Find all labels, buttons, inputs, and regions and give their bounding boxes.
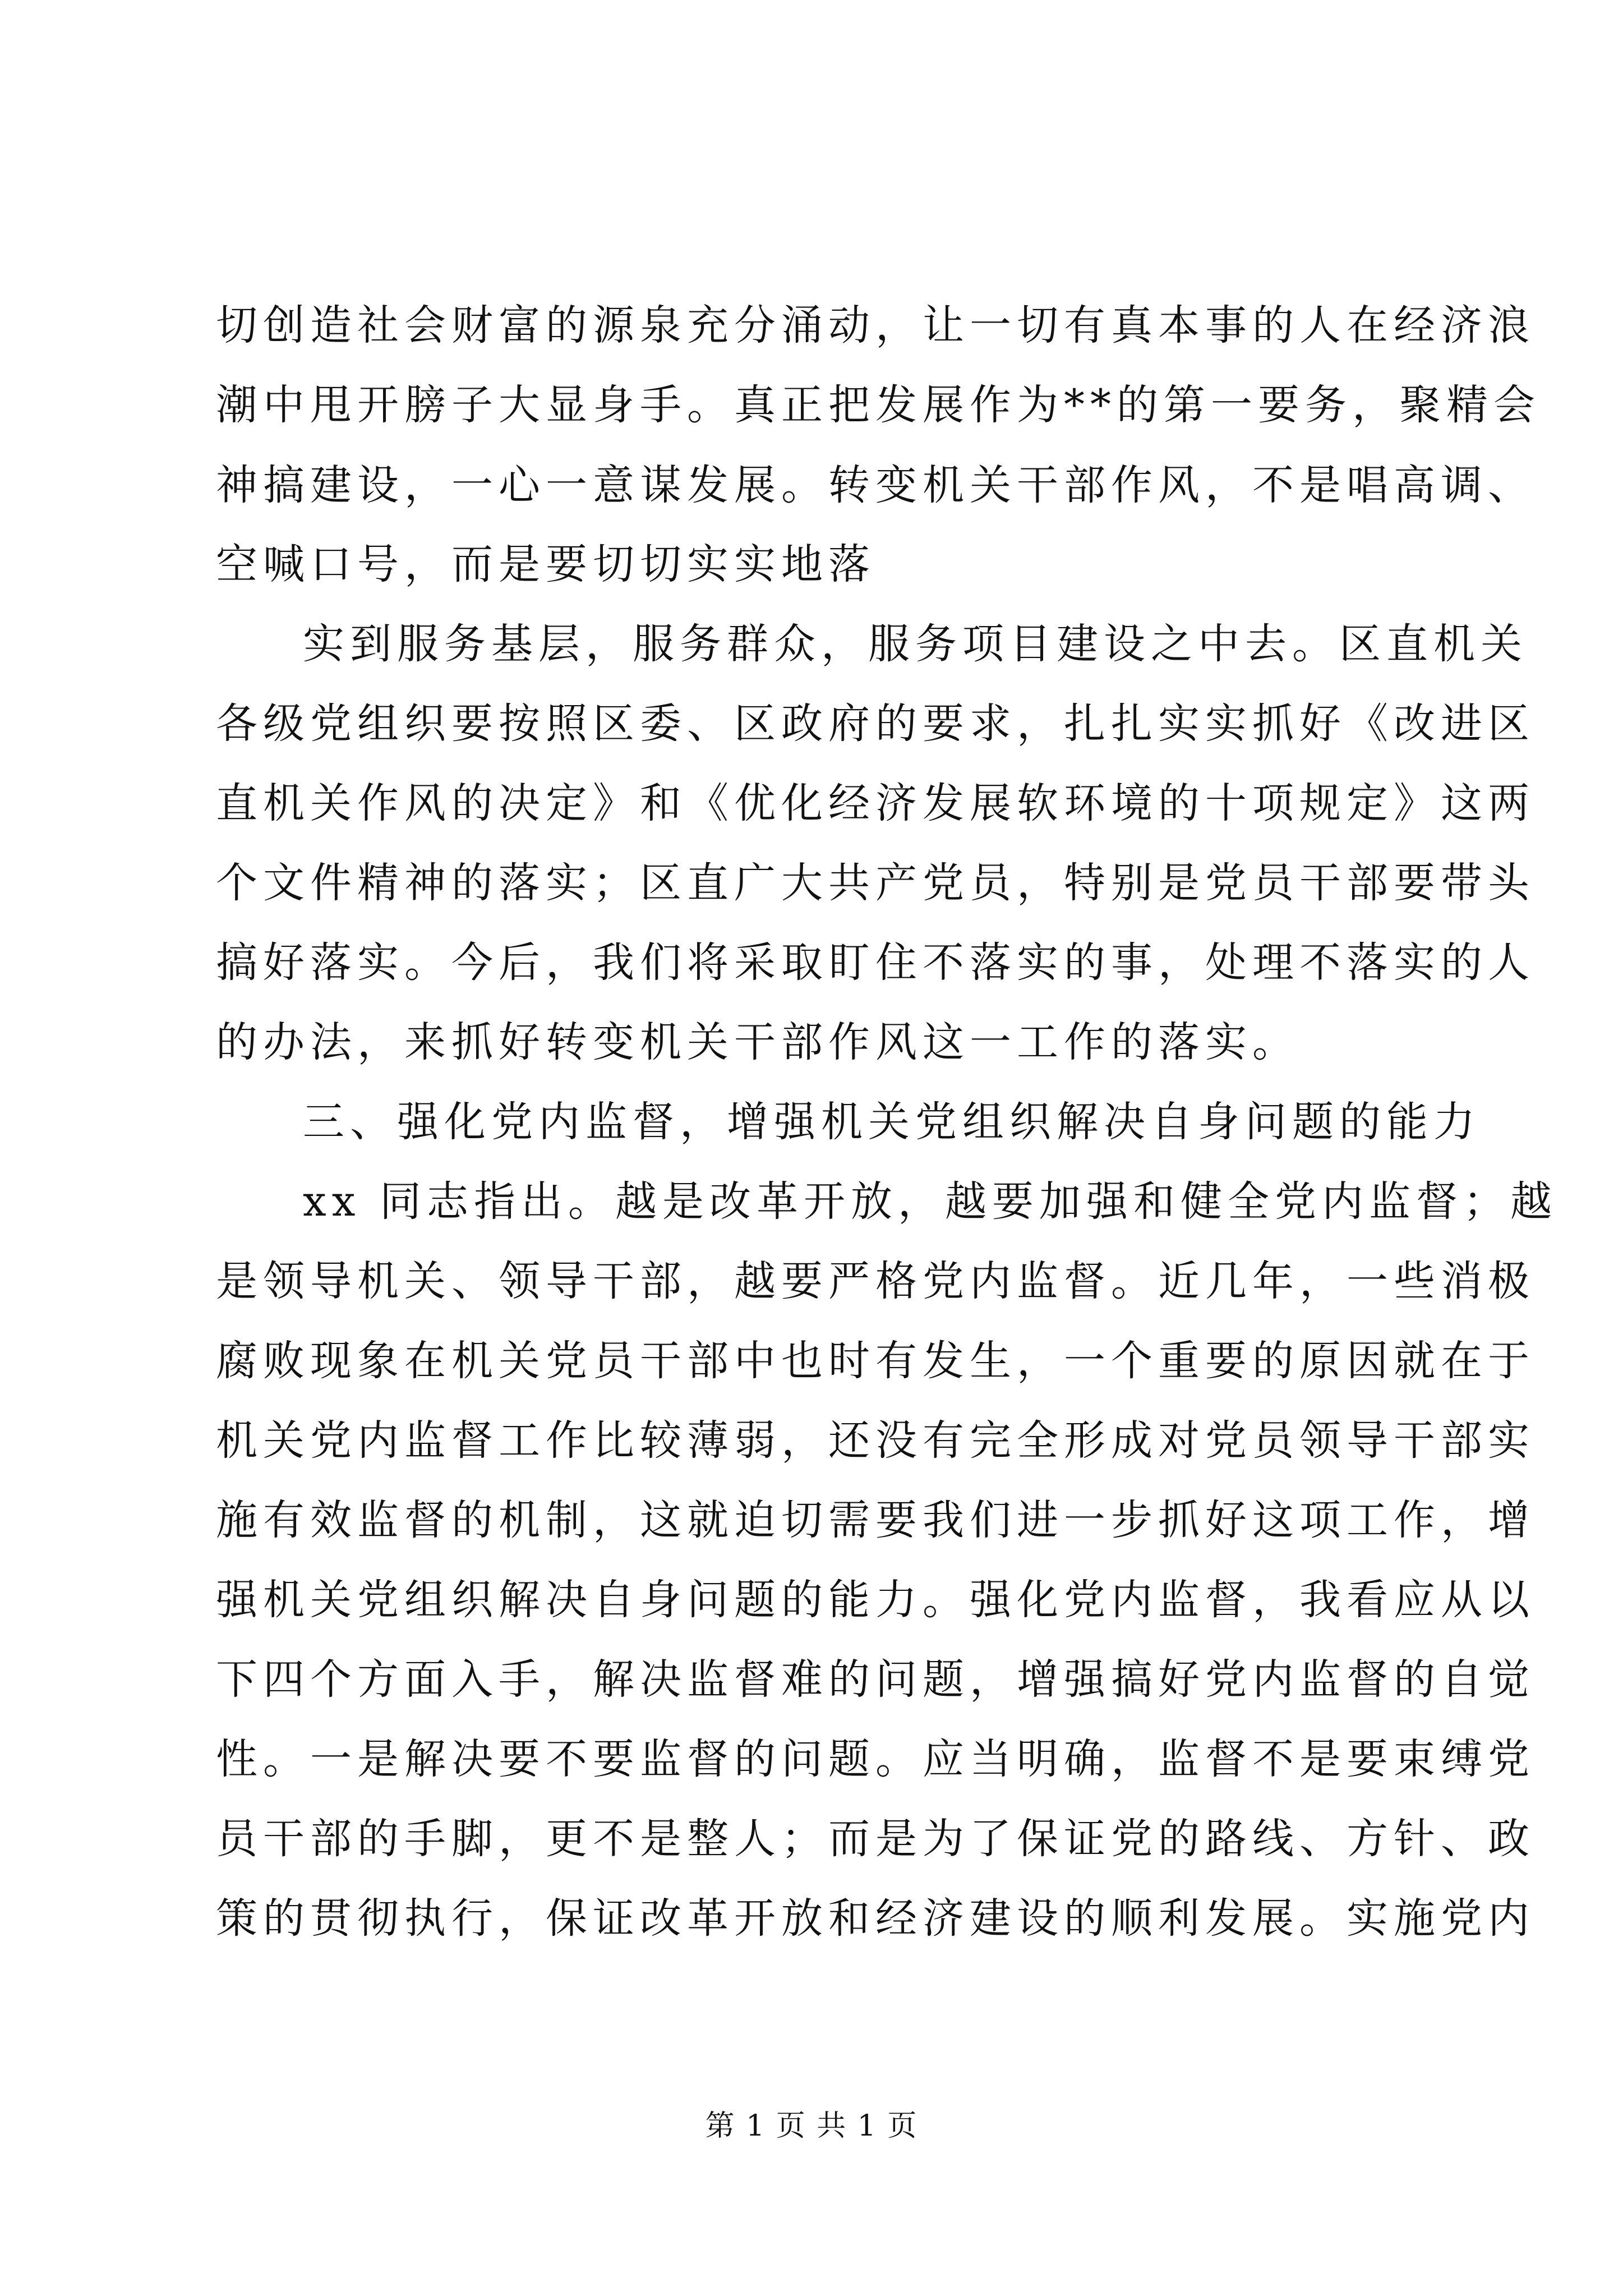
text-line: 下四个方面入手，解决监督难的问题，增强搞好党内监督的自觉	[216, 1655, 1535, 1704]
text-line: 策的贯彻执行，保证改革开放和经济建设的顺利发展。实施党内	[216, 1894, 1535, 1943]
text-line: 直机关作风的决定》和《优化经济发展软环境的十项规定》这两	[216, 779, 1535, 827]
text-line: 的办法，来抓好转变机关干部作风这一工作的落实。	[216, 1018, 1299, 1066]
text-line: 各级党组织要按照区委、区政府的要求，扎扎实实抓好《改进区	[216, 700, 1535, 748]
text-line: 个文件精神的落实；区直广大共产党员，特别是党员干部要带头	[216, 859, 1535, 907]
paragraph-first-line: xx 同志指出。越是改革开放，越要加强和健全党内监督；越	[303, 1177, 1557, 1226]
text-line: 潮中甩开膀子大显身手。真正把发展作为**的第一要务，聚精会	[216, 381, 1541, 429]
text-line: 性。一是解决要不要监督的问题。应当明确，监督不是要束缚党	[216, 1735, 1535, 1783]
page-footer: 第 1 页 共 1 页	[705, 2109, 918, 2143]
text-line: 强机关党组织解决自身问题的能力。强化党内监督，我看应从以	[216, 1576, 1535, 1624]
text-line: 是领导机关、领导干部，越要严格党内监督。近几年，一些消极	[216, 1257, 1535, 1305]
text-line: 空喊口号，而是要切切实实地落	[216, 540, 875, 588]
section-heading: 三、强化党内监督，增强机关党组织解决自身问题的能力	[303, 1098, 1481, 1146]
text-line: 搞好落实。今后，我们将采取盯住不落实的事，处理不落实的人	[216, 938, 1535, 987]
paragraph-first-line: 实到服务基层，服务群众，服务项目建设之中去。区直机关	[303, 620, 1528, 668]
text-line: 施有效监督的机制，这就迫切需要我们进一步抓好这项工作，增	[216, 1496, 1535, 1544]
text-line: 神搞建设，一心一意谋发展。转变机关干部作风，不是唱高调、	[216, 461, 1535, 509]
text-line: 员干部的手脚，更不是整人；而是为了保证党的路线、方针、政	[216, 1815, 1535, 1863]
text-line: 切创造社会财富的源泉充分涌动，让一切有真本事的人在经济浪	[216, 301, 1535, 349]
text-line: 机关党内监督工作比较薄弱，还没有完全形成对党员领导干部实	[216, 1416, 1535, 1465]
text-line: 腐败现象在机关党员干部中也时有发生，一个重要的原因就在于	[216, 1337, 1535, 1385]
